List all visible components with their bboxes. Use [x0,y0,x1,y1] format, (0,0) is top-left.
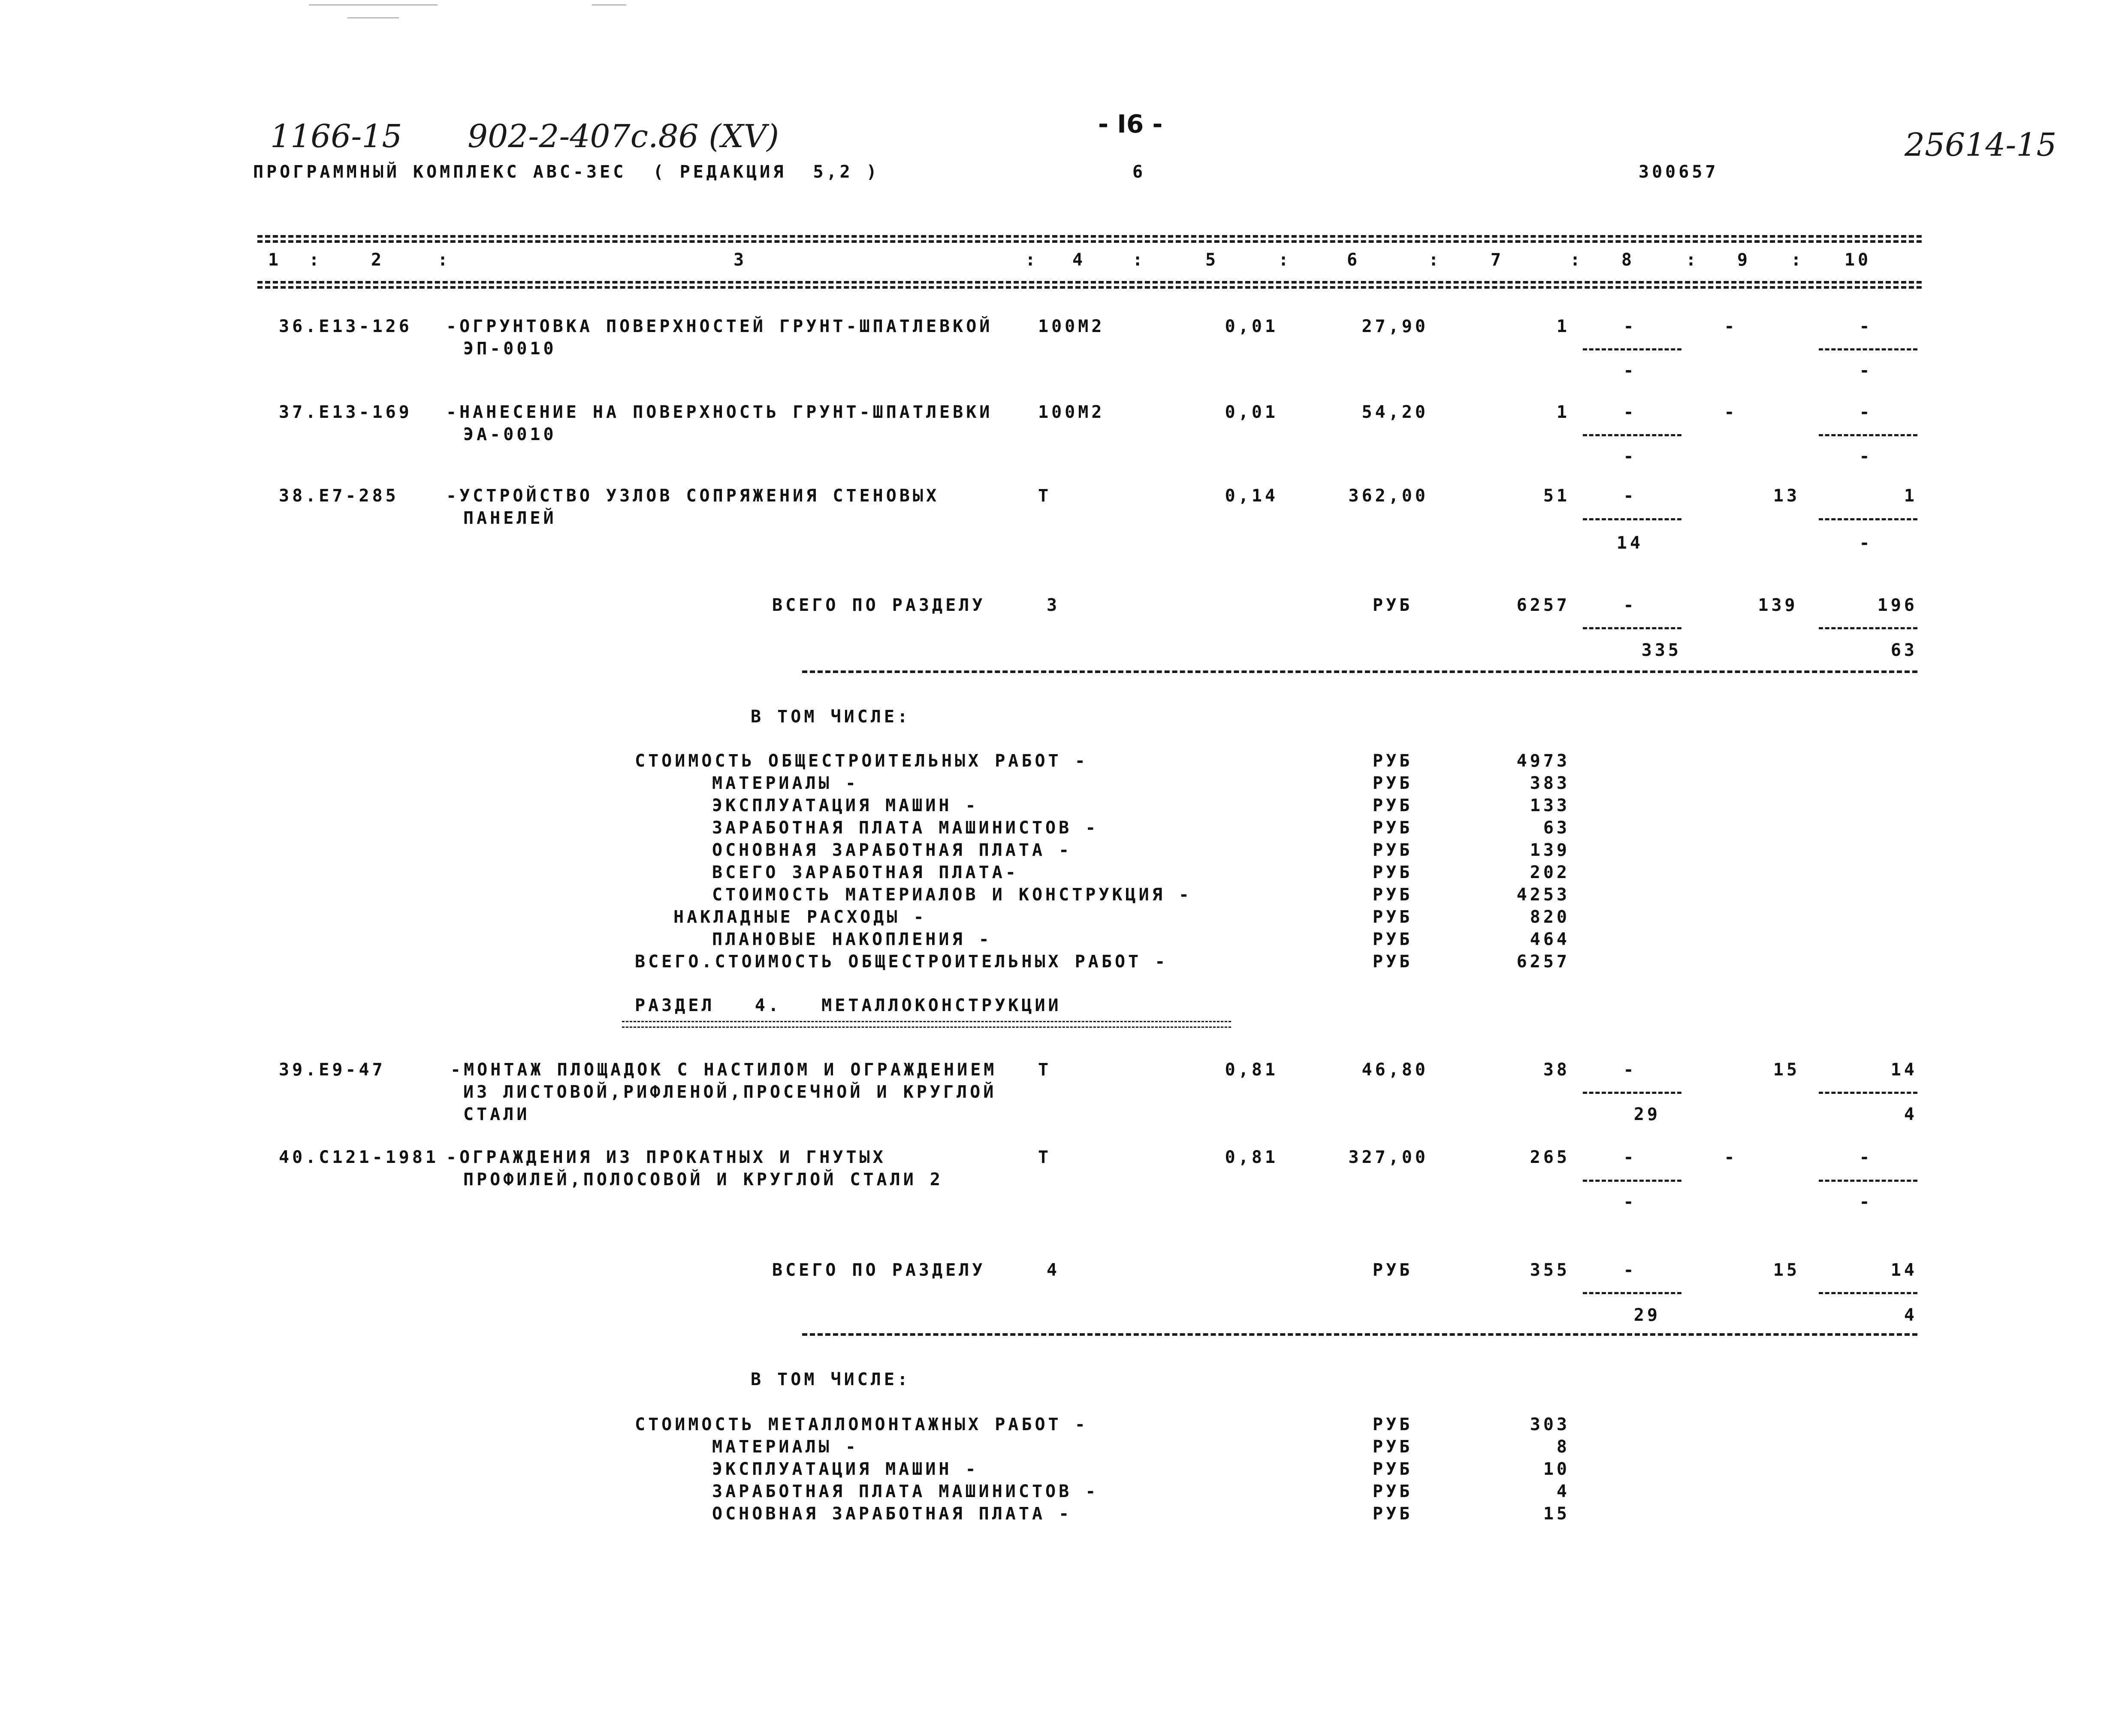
section-total-col9: 139 [1758,595,1798,615]
breakdown-label: ОСНОВНАЯ ЗАРАБОТНАЯ ПЛАТА - [712,1504,1072,1524]
breakdown-unit: РУБ [1373,885,1413,905]
header-bottom-rule-2 [257,286,1922,289]
item-col9: - [1724,1147,1738,1167]
scan-speck [592,4,626,6]
item-description: -ОГРАЖДЕНИЯ ИЗ ПРОКАТНЫХ И ГНУТЫХ [446,1147,886,1167]
breakdown-unit: РУБ [1373,818,1413,838]
section-total-num: 3 [1047,595,1060,615]
breakdown-unit: РУБ [1373,1504,1413,1524]
item-description: -НАНЕСЕНИЕ НА ПОВЕРХНОСТЬ ГРУНТ-ШПАТЛЕВКИ [446,402,993,422]
item-col10: - [1859,317,1873,336]
item-col10-b: - [1859,447,1873,466]
section-total-col9: 15 [1773,1260,1800,1280]
col10-rule [1819,1180,1917,1182]
item-col10-b: - [1859,1192,1873,1212]
item-col8-b: 29 [1633,1105,1661,1124]
item-unit: 100М2 [1038,317,1105,336]
breakdown-value: 202 [1530,863,1570,882]
column-header: : [309,250,323,270]
item-col8: - [1623,1147,1637,1167]
section-total-value: 355 [1530,1260,1570,1280]
item-total: 38 [1543,1060,1570,1080]
column-header: : [1791,250,1805,270]
column-header: 6 [1347,250,1361,270]
column-header: : [1428,250,1442,270]
column-header: : [1278,250,1292,270]
breakdown-unit: РУБ [1373,773,1413,793]
item-col8: - [1623,486,1637,506]
breakdown-label: ВСЕГО.СТОИМОСТЬ ОБЩЕСТРОИТЕЛЬНЫХ РАБОТ - [635,952,1168,972]
item-description-cont: ЭП-0010 [463,339,557,359]
breakdown-unit: РУБ [1373,907,1413,927]
handwritten-doc-ref: 25614-15 [1905,127,2057,163]
column-header: 1 [268,250,282,270]
breakdown-unit: РУБ [1373,751,1413,771]
breakdown-value: 464 [1530,930,1570,949]
section-total-col10: 196 [1877,595,1917,615]
breakdown-value: 139 [1530,840,1570,860]
breakdown-value: 820 [1530,907,1570,927]
item-description-cont: ПАНЕЛЕЙ [463,508,557,528]
column-header: : [1132,250,1146,270]
section-title-underline [622,1021,1231,1028]
col10-rule [1819,1092,1917,1094]
handwritten-sheet-ref: 1166-15 [270,118,402,155]
breakdown-label: СТОИМОСТЬ МАТЕРИАЛОВ И КОНСТРУКЦИЯ - [712,885,1192,905]
column-header: : [1570,250,1584,270]
breakdown-unit: РУБ [1373,1437,1413,1457]
including-label: В ТОМ ЧИСЛЕ: [751,1370,911,1389]
section-title: РАЗДЕЛ 4. МЕТАЛЛОКОНСТРУКЦИИ [635,996,1062,1015]
item-col8: - [1623,1060,1637,1080]
item-col9: - [1724,317,1738,336]
item-col10-b: - [1859,361,1873,380]
item-total: 1 [1556,402,1570,422]
item-col8-b: - [1623,361,1637,380]
including-label: В ТОМ ЧИСЛЕ: [751,707,911,727]
breakdown-label: МАТЕРИАЛЫ - [712,773,859,793]
col8-rule [1583,627,1681,629]
item-price: 362,00 [1348,486,1428,506]
section-total-col8: - [1623,595,1637,615]
section-divider [802,1333,1917,1336]
breakdown-label: ВСЕГО ЗАРАБОТНАЯ ПЛАТА- [712,863,1019,882]
section-total-num: 4 [1047,1260,1060,1280]
column-header: : [438,250,451,270]
section-divider [802,670,1917,673]
col10-rule [1819,627,1917,629]
section-total-label: ВСЕГО ПО РАЗДЕЛУ [772,595,986,615]
scan-speck [309,4,438,6]
column-header: 10 [1844,250,1871,270]
item-description: -УСТРОЙСТВО УЗЛОВ СОПРЯЖЕНИЯ СТЕНОВЫХ [446,486,940,506]
item-col10: 1 [1904,486,1917,506]
item-qty: 0,01 [1225,317,1278,336]
section-total-col10-b: 63 [1890,640,1917,660]
item-col9: 15 [1773,1060,1800,1080]
breakdown-value: 133 [1530,796,1570,815]
breakdown-value: 6257 [1516,952,1570,972]
header-top-rule-2 [257,240,1922,243]
breakdown-unit: РУБ [1373,796,1413,815]
item-col8: - [1623,317,1637,336]
col8-rule [1583,1292,1681,1294]
item-col8-b: - [1623,1192,1637,1212]
item-code: 40.С121-1981 [279,1147,439,1167]
item-price: 327,00 [1348,1147,1428,1167]
item-price: 54,20 [1361,402,1428,422]
breakdown-label: МАТЕРИАЛЫ - [712,1437,859,1457]
item-code: 37.Е13-169 [279,402,412,422]
item-col10-b: 4 [1904,1105,1917,1124]
column-header: 3 [733,250,747,270]
item-qty: 0,01 [1225,402,1278,422]
item-col8: - [1623,402,1637,422]
program-line: ПРОГРАММНЫЙ КОМПЛЕКС АВС-ЗЕС ( РЕДАКЦИЯ 5,2 ) [253,162,880,182]
breakdown-label: ЗАРАБОТНАЯ ПЛАТА МАШИНИСТОВ - [712,818,1099,838]
item-col10: - [1859,1147,1873,1167]
program-num: 6 [1132,162,1146,182]
breakdown-value: 15 [1543,1504,1570,1524]
section-total-col10: 14 [1890,1260,1917,1280]
col8-rule [1583,518,1681,520]
section-total-col8: - [1623,1260,1637,1280]
breakdown-value: 63 [1543,818,1570,838]
section-total-col8-b: 335 [1641,640,1681,660]
item-qty: 0,81 [1225,1147,1278,1167]
item-description: -ОГРУНТОВКА ПОВЕРХНОСТЕЙ ГРУНТ-ШПАТЛЕВКОЙ [446,317,993,336]
section-total-col10-b: 4 [1904,1305,1917,1325]
column-header: 4 [1072,250,1086,270]
breakdown-unit: РУБ [1373,952,1413,972]
breakdown-label: СТОИМОСТЬ ОБЩЕСТРОИТЕЛЬНЫХ РАБОТ - [635,751,1088,771]
section-total-unit: РУБ [1373,1260,1413,1280]
col10-rule [1819,1292,1917,1294]
item-qty: 0,81 [1225,1060,1278,1080]
breakdown-unit: РУБ [1373,930,1413,949]
column-header: 2 [371,250,385,270]
item-col8-b: - [1623,447,1637,466]
item-price: 46,80 [1361,1060,1428,1080]
breakdown-value: 10 [1543,1459,1570,1479]
column-header: 9 [1737,250,1751,270]
breakdown-value: 303 [1530,1415,1570,1434]
breakdown-unit: РУБ [1373,863,1413,882]
breakdown-label: ЭКСПЛУАТАЦИЯ МАШИН - [712,796,979,815]
breakdown-label: ЭКСПЛУАТАЦИЯ МАШИН - [712,1459,979,1479]
item-unit: 100М2 [1038,402,1105,422]
item-col9: - [1724,402,1738,422]
breakdown-value: 4 [1556,1482,1570,1501]
item-col10: - [1859,402,1873,422]
breakdown-unit: РУБ [1373,1415,1413,1434]
item-total: 51 [1543,486,1570,506]
item-code: 39.Е9-47 [279,1060,386,1080]
section-total-label: ВСЕГО ПО РАЗДЕЛУ [772,1260,986,1280]
header-bottom-rule [257,281,1922,284]
section-total-col8-b: 29 [1633,1305,1661,1325]
breakdown-unit: РУБ [1373,1482,1413,1501]
breakdown-unit: РУБ [1373,840,1413,860]
item-col10: 14 [1890,1060,1917,1080]
col10-rule [1819,518,1917,520]
column-header: 5 [1205,250,1219,270]
item-unit: Т [1038,1147,1052,1167]
col10-rule [1819,348,1917,350]
item-col9: 13 [1773,486,1800,506]
column-header: 7 [1491,250,1504,270]
breakdown-value: 8 [1556,1437,1570,1457]
breakdown-unit: РУБ [1373,1459,1413,1479]
col10-rule [1819,434,1917,436]
section-total-unit: РУБ [1373,595,1413,615]
item-col8-b: 14 [1616,533,1644,553]
column-header: : [1025,250,1039,270]
column-header: : [1686,250,1699,270]
handwritten-project-code: 902-2-407с.86 (XV) [468,118,779,155]
item-description-cont: ПРОФИЛЕЙ,ПОЛОСОВОЙ И КРУГЛОЙ СТАЛИ 2 [463,1170,943,1190]
breakdown-label: ЗАРАБОТНАЯ ПЛАТА МАШИНИСТОВ - [712,1482,1099,1501]
col8-rule [1583,434,1681,436]
item-col10-b: - [1859,533,1873,553]
col8-rule [1583,348,1681,350]
item-price: 27,90 [1361,317,1428,336]
page-number: - I6 - [1098,109,1163,139]
item-unit: Т [1038,486,1052,506]
item-code: 38.Е7-285 [279,486,399,506]
column-header: 8 [1621,250,1635,270]
breakdown-value: 4253 [1516,885,1570,905]
scan-speck [347,17,399,18]
doc-code: 300657 [1639,162,1719,182]
breakdown-label: ПЛАНОВЫЕ НАКОПЛЕНИЯ - [712,930,992,949]
breakdown-label: СТОИМОСТЬ МЕТАЛЛОМОНТАЖНЫХ РАБОТ - [635,1415,1088,1434]
item-description-cont: ИЗ ЛИСТОВОЙ,РИФЛЕНОЙ,ПРОСЕЧНОЙ И КРУГЛОЙ [463,1082,997,1102]
breakdown-value: 383 [1530,773,1570,793]
breakdown-value: 4973 [1516,751,1570,771]
breakdown-label: ОСНОВНАЯ ЗАРАБОТНАЯ ПЛАТА - [712,840,1072,860]
item-qty: 0,14 [1225,486,1278,506]
col8-rule [1583,1180,1681,1182]
item-total: 265 [1530,1147,1570,1167]
item-description: -МОНТАЖ ПЛОЩАДОК С НАСТИЛОМ И ОГРАЖДЕНИЕМ [450,1060,997,1080]
item-code: 36.Е13-126 [279,317,412,336]
item-total: 1 [1556,317,1570,336]
section-total-value: 6257 [1516,595,1570,615]
breakdown-label: НАКЛАДНЫЕ РАСХОДЫ - [673,907,927,927]
col8-rule [1583,1092,1681,1094]
item-unit: Т [1038,1060,1052,1080]
item-description-cont: ЭА-0010 [463,425,557,444]
item-description-cont: СТАЛИ [463,1105,530,1124]
header-top-rule [257,235,1922,238]
